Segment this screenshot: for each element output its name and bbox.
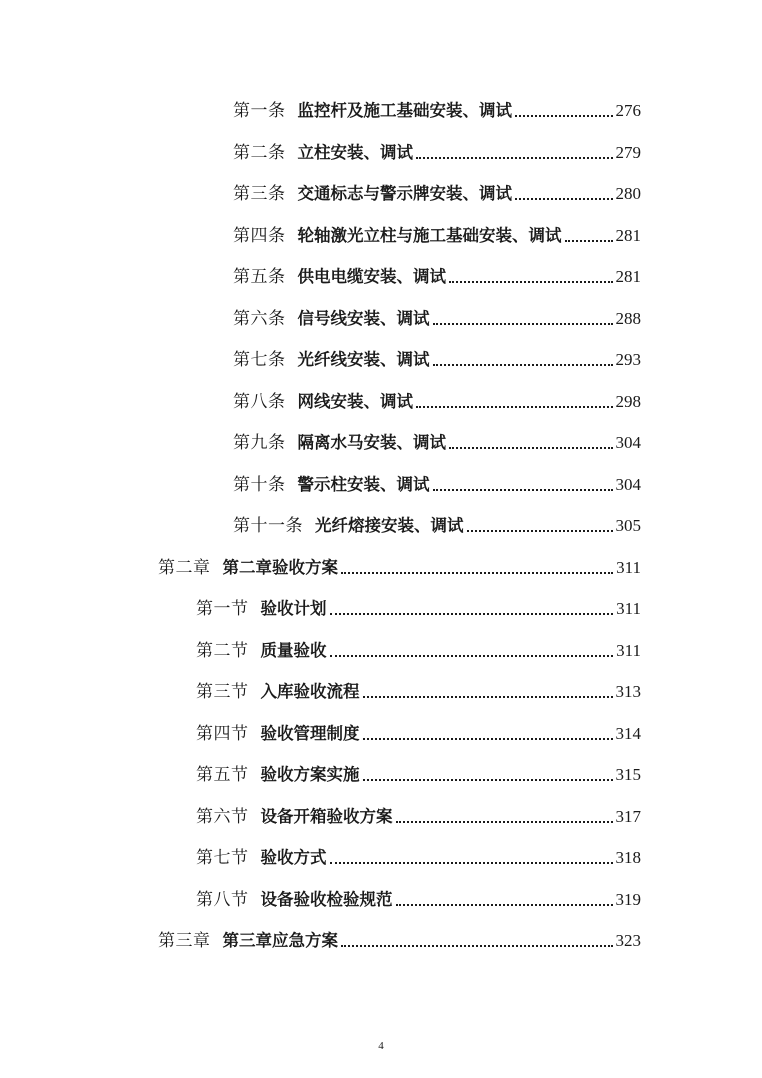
toc-entry-number: 第九条 — [233, 433, 286, 453]
toc-entry-title: 监控杆及施工基础安装、调试 — [297, 101, 512, 120]
toc-entry-page: 279 — [615, 143, 641, 162]
toc-entry[interactable] — [233, 387, 641, 413]
toc-entry-page: 313 — [615, 682, 641, 701]
dot-leader — [341, 572, 613, 574]
dot-leader — [330, 613, 614, 615]
toc-entry[interactable] — [233, 138, 641, 164]
dot-leader — [433, 489, 613, 491]
toc-entry-title: 网线安装、调试 — [297, 392, 413, 411]
toc-entry-title: 设备开箱验收方案 — [260, 807, 393, 826]
toc-entry[interactable] — [233, 96, 641, 122]
toc-entry[interactable] — [233, 262, 641, 288]
dot-leader — [433, 323, 613, 325]
toc-entry-page: 323 — [615, 931, 641, 950]
toc-entry-number: 第三节 — [196, 682, 249, 702]
dot-leader — [433, 364, 613, 366]
toc-entry-title: 第二章验收方案 — [222, 558, 338, 577]
dot-leader — [363, 779, 613, 781]
toc-entry-title: 隔离水马安装、调试 — [297, 433, 446, 452]
toc-entry-page: 311 — [616, 641, 641, 660]
toc-entry-title: 验收方案实施 — [260, 765, 360, 784]
toc-section-entry[interactable] — [196, 802, 641, 828]
toc-entry-title: 光纤熔接安装、调试 — [315, 516, 464, 535]
toc-entry-number: 第四节 — [196, 724, 249, 744]
dot-leader — [565, 240, 613, 242]
dot-leader — [396, 821, 613, 823]
toc-entry[interactable] — [233, 304, 641, 330]
toc-entry-number: 第六条 — [233, 309, 286, 329]
toc-entry-page: 311 — [616, 599, 641, 618]
toc-entry-number: 第二章 — [158, 558, 211, 578]
toc-entry-page: 298 — [615, 392, 641, 411]
toc-entry-number: 第七条 — [233, 350, 286, 370]
dot-leader — [416, 406, 613, 408]
toc-entry-page: 281 — [615, 226, 641, 245]
dot-leader — [449, 447, 613, 449]
dot-leader — [515, 115, 613, 117]
toc-entry[interactable] — [233, 428, 641, 454]
toc-entry-title: 入库验收流程 — [260, 682, 360, 701]
dot-leader — [467, 530, 613, 532]
toc-entry-title: 信号线安装、调试 — [297, 309, 430, 328]
toc-entry-number: 第六节 — [196, 807, 249, 827]
toc-section-entry[interactable] — [196, 843, 641, 869]
toc-entry-number: 第五条 — [233, 267, 286, 287]
toc-entry-title: 交通标志与警示牌安装、调试 — [297, 184, 512, 203]
toc-entry-page: 305 — [615, 516, 641, 535]
dot-leader — [449, 281, 613, 283]
page-footer-number: 4 — [378, 1040, 384, 1052]
toc-section-entry[interactable] — [196, 760, 641, 786]
toc-entry-number: 第一节 — [196, 599, 249, 619]
toc-entry-number: 第三章 — [158, 931, 211, 951]
dot-leader — [515, 198, 613, 200]
toc-chapter-entry[interactable] — [158, 553, 641, 579]
toc-entry-page: 315 — [615, 765, 641, 784]
toc-section-entry[interactable] — [196, 677, 641, 703]
toc-entry-title: 光纤线安装、调试 — [297, 350, 430, 369]
toc-entry-page: 288 — [615, 309, 641, 328]
toc-entry-title: 验收方式 — [260, 848, 327, 867]
toc-entry-number: 第八条 — [233, 392, 286, 412]
toc-section-entry[interactable] — [196, 594, 641, 620]
toc-entry-page: 280 — [615, 184, 641, 203]
dot-leader — [363, 738, 613, 740]
toc-entry-title: 警示柱安装、调试 — [297, 475, 430, 494]
toc-entry-page: 276 — [615, 101, 641, 120]
toc-entry[interactable] — [233, 179, 641, 205]
toc-entry-page: 317 — [615, 807, 641, 826]
toc-entry[interactable] — [233, 511, 641, 537]
toc-entry-number: 第五节 — [196, 765, 249, 785]
dot-leader — [396, 904, 613, 906]
dot-leader — [416, 157, 613, 159]
toc-entry-number: 第二条 — [233, 143, 286, 163]
toc-chapter-entry[interactable] — [158, 926, 641, 952]
toc-section-entry[interactable] — [196, 636, 641, 662]
toc-entry-page: 304 — [615, 475, 641, 494]
toc-entry[interactable] — [233, 221, 641, 247]
toc-entry-page: 319 — [615, 890, 641, 909]
dot-leader — [330, 862, 613, 864]
dot-leader — [330, 655, 614, 657]
toc-entry-title: 验收计划 — [260, 599, 327, 618]
toc-entry-page: 318 — [615, 848, 641, 867]
toc-entry-number: 第一条 — [233, 101, 286, 121]
toc-entry[interactable] — [233, 470, 641, 496]
toc-entry-page: 281 — [615, 267, 641, 286]
toc-entry-title: 验收管理制度 — [260, 724, 360, 743]
toc-entry-number: 第三条 — [233, 184, 286, 204]
toc-entry-title: 设备验收检验规范 — [260, 890, 393, 909]
toc-entry-number: 第十条 — [233, 475, 286, 495]
toc-entry-page: 314 — [615, 724, 641, 743]
dot-leader — [341, 945, 613, 947]
toc-entry-number: 第二节 — [196, 641, 249, 661]
toc-entry-number: 第四条 — [233, 226, 286, 246]
toc-entry-number: 第七节 — [196, 848, 249, 868]
toc-entry-title: 质量验收 — [260, 641, 327, 660]
toc-entry-page: 293 — [615, 350, 641, 369]
toc-entry-title: 供电电缆安装、调试 — [297, 267, 446, 286]
toc-section-entry[interactable] — [196, 719, 641, 745]
toc-entry-page: 304 — [615, 433, 641, 452]
toc-entry-title: 轮轴激光立柱与施工基础安装、调试 — [297, 226, 562, 245]
toc-entry-title: 立柱安装、调试 — [297, 143, 413, 162]
toc-section-entry[interactable] — [196, 885, 641, 911]
toc-entry[interactable] — [233, 345, 641, 371]
toc-entry-title: 第三章应急方案 — [222, 931, 338, 950]
toc-entry-number: 第十一条 — [233, 516, 303, 536]
toc-entry-number: 第八节 — [196, 890, 249, 910]
toc-entry-page: 311 — [616, 558, 641, 577]
dot-leader — [363, 696, 613, 698]
